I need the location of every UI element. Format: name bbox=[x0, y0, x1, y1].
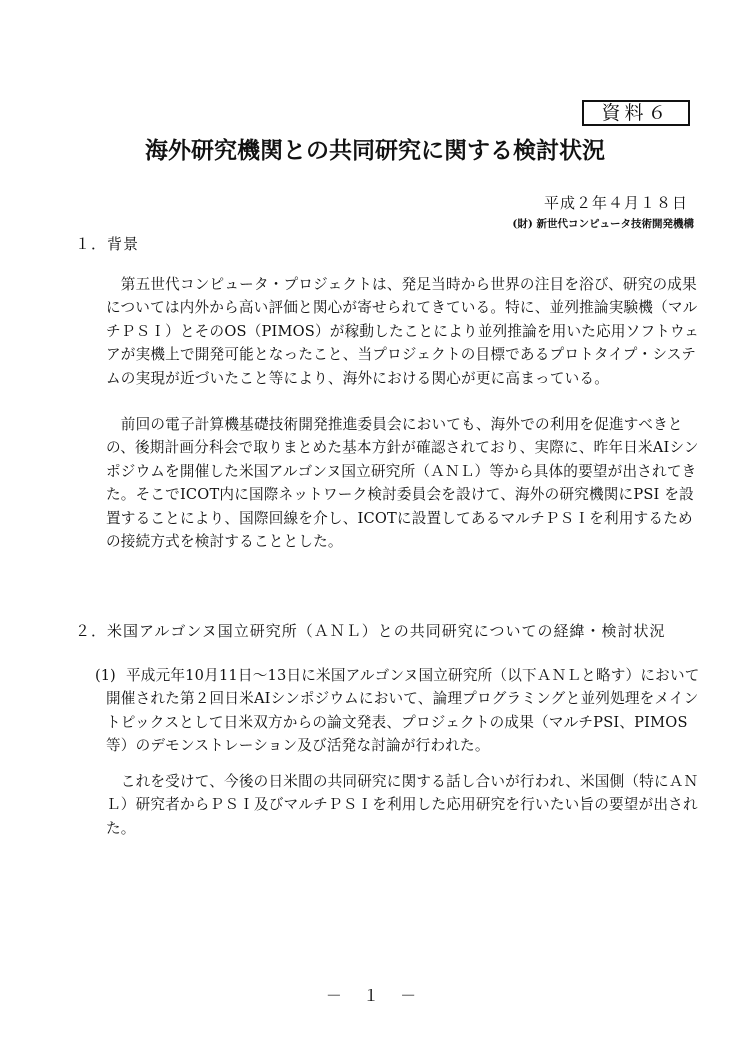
section-heading-anl: ２．米国アルゴンヌ国立研究所（ＡＮＬ）との共同研究についての経緯・検討状況 bbox=[75, 622, 666, 640]
list-item-marker: (1) bbox=[95, 667, 116, 684]
document-title: 海外研究機関との共同研究に関する検討状況 bbox=[145, 137, 605, 164]
document-date: 平成２年４月１８日 bbox=[543, 194, 688, 212]
document-label-box: 資料６ bbox=[582, 100, 690, 126]
page-number: － １ － bbox=[325, 986, 425, 1005]
background-paragraph-2: 前回の電子計算機基礎技術開発推進委員会においても、海外での利用を促進すべきとの、後期計画分科会で取りまとめた基本方針が確認されており、実際に、昨年日米AIシンポジウムを開催した米国アルゴンヌ国立研究所（ＡＮＬ）等から具体的要望が出されてきた。そこでICOT内に国際ネットワーク検討委員会を設けて、海外の研究機関にPSI を設置することにより、国際回線を介し、ICOTに設置してあるマルチＰＳＩを利用するための接続方式を検討することとした。 bbox=[106, 416, 699, 551]
issuing-organization: (財) 新世代コンピュータ技術開発機構 bbox=[512, 218, 694, 230]
anl-paragraph-1: 平成元年10月11日～13日に米国アルゴンヌ国立研究所（以下ＡＮＬと略す）において開催された第２回日米AIシンポジウムにおいて、論理プログラミングと並列処理をメイントピックスとして日米双方からの論文発表、プロジェクトの成果（マルチPSI、PIMOS等）のデモンストレーション及び活発な討論が行われた。 bbox=[106, 667, 700, 755]
section-heading-background: １．背景 bbox=[75, 235, 140, 253]
anl-paragraph-2: これを受けて、今後の日米間の共同研究に関する話し合いが行われ、米国側（特にＡＮＬ）研究者からＰＳＩ及びマルチＰＳＩを利用した応用研究を行いたい旨の要望が出された。 bbox=[106, 773, 699, 837]
background-paragraph-1: 第五世代コンピュータ・プロジェクトは、発足当時から世界の注目を浴び、研究の成果については内外から高い評価と関心が寄せられてきている。特に、並列推論実験機（マルチＰＳＩ）とそのOS（PIMOS）が稼動したことにより並列推論を用いた応用ソフトウェアが実機上で開発可能となったこと、当プロジェクトの目標であるプロトタイプ・システムの実現が近づいたこと等により、海外における関心が更に高まっている。 bbox=[106, 276, 700, 387]
